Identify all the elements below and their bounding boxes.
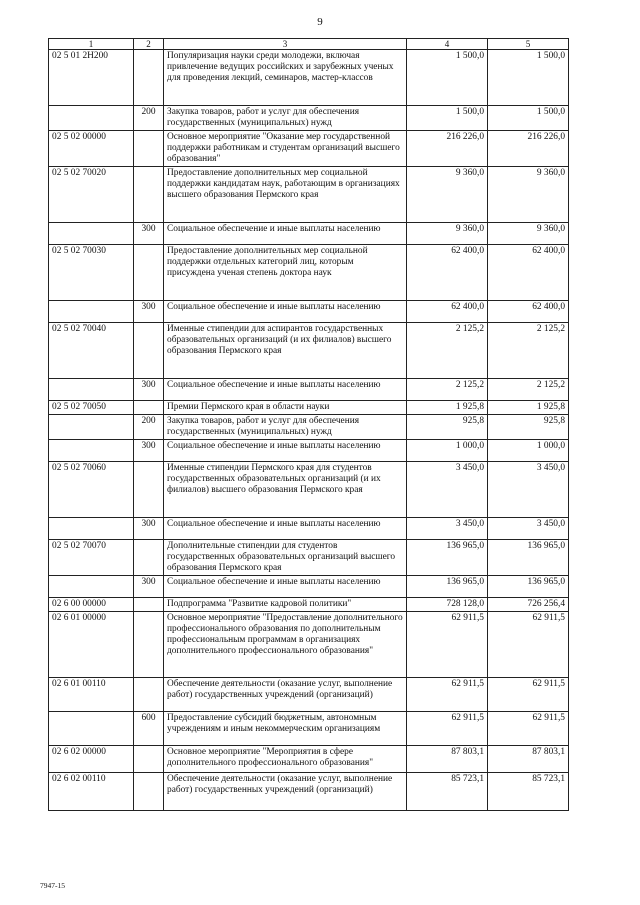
expense-type-code-cell: 300 [134,440,164,462]
item-name-cell: Предоставление субсидий бюджетным, автономным учреждениям и иным некоммерческим организациям [164,712,407,746]
amount-year-2-cell: 85 723,1 [488,773,569,811]
amount-year-2-cell: 9 360,0 [488,223,569,245]
table-row [49,415,569,440]
item-name-cell: Социальное обеспечение и иные выплаты населению [164,379,407,401]
expense-type-code-cell: 300 [134,576,164,598]
table-header-row [49,39,569,50]
item-name-cell: Социальное обеспечение и иные выплаты населению [164,576,407,598]
amount-year-1-cell: 62 400,0 [407,301,488,323]
item-name-cell: Предоставление дополнительных мер социальной поддержки кандидатам наук, работающим в организациях высшего образования Пермского края [164,167,407,223]
expense-type-code-cell [134,245,164,301]
table-row [49,223,569,245]
item-name-cell: Обеспечение деятельности (оказание услуг, выполнение работ) государственных учреждений (организаций) [164,773,407,811]
item-name-cell: Закупка товаров, работ и услуг для обеспечения государственных (муниципальных) нужд [164,415,407,440]
amount-year-2-cell: 2 125,2 [488,379,569,401]
amount-year-1-cell: 3 450,0 [407,462,488,518]
expense-type-code-cell [134,540,164,576]
expense-type-code-cell [134,323,164,379]
expense-type-code-cell [134,401,164,415]
table-row [49,50,569,106]
amount-year-2-cell: 1 000,0 [488,440,569,462]
expense-type-code-cell [134,746,164,773]
table-row [49,518,569,540]
amount-year-1-cell: 1 925,8 [407,401,488,415]
item-name-cell: Именные стипендии Пермского края для студентов государственных образовательных организаций (и их филиалов) высшего образования Пермского края [164,462,407,518]
expense-type-code-cell [134,612,164,678]
amount-year-2-cell: 3 450,0 [488,462,569,518]
target-article-code-cell [49,301,134,323]
target-article-code-cell: 02 6 00 00000 [49,598,134,612]
target-article-code-cell [49,223,134,245]
table-body [49,50,569,811]
table-row [49,678,569,712]
amount-year-1-cell: 1 500,0 [407,50,488,106]
target-article-code-cell: 02 5 02 00000 [49,131,134,167]
target-article-code-cell [49,379,134,401]
expense-type-code-cell: 200 [134,415,164,440]
amount-year-1-cell: 3 450,0 [407,518,488,540]
amount-year-2-cell: 925,8 [488,415,569,440]
amount-year-2-cell: 62 911,5 [488,678,569,712]
table-row [49,462,569,518]
budget-table [48,38,569,811]
page-number: 9 [317,16,323,28]
amount-year-1-cell: 9 360,0 [407,223,488,245]
table-row [49,301,569,323]
table-row [49,167,569,223]
target-article-code-cell: 02 5 02 70030 [49,245,134,301]
amount-year-2-cell: 62 911,5 [488,612,569,678]
column-header: 3 [164,39,407,50]
expense-type-code-cell: 300 [134,518,164,540]
table-row [49,245,569,301]
amount-year-1-cell: 925,8 [407,415,488,440]
amount-year-2-cell: 2 125,2 [488,323,569,379]
target-article-code-cell [49,415,134,440]
table-row [49,323,569,379]
column-header: 4 [407,39,488,50]
target-article-code-cell [49,712,134,746]
expense-type-code-cell [134,131,164,167]
item-name-cell: Социальное обеспечение и иные выплаты населению [164,440,407,462]
table-row [49,612,569,678]
amount-year-2-cell: 3 450,0 [488,518,569,540]
item-name-cell: Социальное обеспечение и иные выплаты населению [164,223,407,245]
table-row [49,106,569,131]
target-article-code-cell: 02 5 02 70060 [49,462,134,518]
expense-type-code-cell [134,50,164,106]
amount-year-2-cell: 1 925,8 [488,401,569,415]
target-article-code-cell: 02 5 02 70070 [49,540,134,576]
expense-type-code-cell [134,678,164,712]
item-name-cell: Дополнительные стипендии для студентов государственных образовательных организаций высшего образования Пермского края [164,540,407,576]
target-article-code-cell [49,440,134,462]
column-header: 1 [49,39,134,50]
item-name-cell: Социальное обеспечение и иные выплаты населению [164,301,407,323]
item-name-cell: Основное мероприятие "Предоставление дополнительного профессионального образования по дополнительным профессиональным программам в организациях дополнительного профессионального образования" [164,612,407,678]
target-article-code-cell [49,518,134,540]
table-row [49,746,569,773]
expense-type-code-cell: 300 [134,379,164,401]
amount-year-2-cell: 62 400,0 [488,245,569,301]
amount-year-1-cell: 85 723,1 [407,773,488,811]
amount-year-1-cell: 2 125,2 [407,323,488,379]
amount-year-2-cell: 216 226,0 [488,131,569,167]
amount-year-1-cell: 216 226,0 [407,131,488,167]
amount-year-2-cell: 136 965,0 [488,576,569,598]
item-name-cell: Премии Пермского края в области науки [164,401,407,415]
amount-year-1-cell: 62 911,5 [407,612,488,678]
target-article-code-cell: 02 5 01 2Н200 [49,50,134,106]
amount-year-1-cell: 1 500,0 [407,106,488,131]
amount-year-2-cell: 1 500,0 [488,50,569,106]
item-name-cell: Предоставление дополнительных мер социальной поддержки отдельных категорий лиц, которым присуждена ученая степень доктора наук [164,245,407,301]
item-name-cell: Закупка товаров, работ и услуг для обеспечения государственных (муниципальных) нужд [164,106,407,131]
table-row [49,131,569,167]
table-row [49,379,569,401]
item-name-cell: Именные стипендии для аспирантов государственных образовательных организаций (и их филиалов) высшего образования Пермского края [164,323,407,379]
amount-year-1-cell: 62 400,0 [407,245,488,301]
amount-year-2-cell: 62 400,0 [488,301,569,323]
amount-year-2-cell: 9 360,0 [488,167,569,223]
target-article-code-cell: 02 5 02 70020 [49,167,134,223]
table-row [49,598,569,612]
amount-year-1-cell: 2 125,2 [407,379,488,401]
target-article-code-cell [49,576,134,598]
expense-type-code-cell [134,167,164,223]
target-article-code-cell: 02 6 02 00110 [49,773,134,811]
amount-year-2-cell: 87 803,1 [488,746,569,773]
table-row [49,576,569,598]
expense-type-code-cell: 200 [134,106,164,131]
amount-year-1-cell: 136 965,0 [407,540,488,576]
amount-year-2-cell: 136 965,0 [488,540,569,576]
expense-type-code-cell [134,773,164,811]
item-name-cell: Подпрограмма "Развитие кадровой политики" [164,598,407,612]
expense-type-code-cell: 300 [134,223,164,245]
item-name-cell: Социальное обеспечение и иные выплаты населению [164,518,407,540]
amount-year-1-cell: 728 128,0 [407,598,488,612]
column-header: 5 [488,39,569,50]
item-name-cell: Обеспечение деятельности (оказание услуг, выполнение работ) государственных учреждений (организаций) [164,678,407,712]
item-name-cell: Популяризация науки среди молодежи, включая привлечение ведущих российских и зарубежных ученых для проведения лекций, семинаров, мастер-классов [164,50,407,106]
item-name-cell: Основное мероприятие "Оказание мер государственной поддержки работникам и студентам организаций высшего образования" [164,131,407,167]
table-row [49,440,569,462]
table-row [49,401,569,415]
expense-type-code-cell [134,462,164,518]
amount-year-2-cell: 1 500,0 [488,106,569,131]
document-code: 7947-15 [40,881,65,890]
target-article-code-cell: 02 6 02 00000 [49,746,134,773]
target-article-code-cell: 02 5 02 70040 [49,323,134,379]
target-article-code-cell: 02 6 01 00000 [49,612,134,678]
column-header: 2 [134,39,164,50]
target-article-code-cell: 02 5 02 70050 [49,401,134,415]
target-article-code-cell [49,106,134,131]
table-row [49,773,569,811]
amount-year-1-cell: 62 911,5 [407,678,488,712]
expense-type-code-cell [134,598,164,612]
amount-year-2-cell: 726 256,4 [488,598,569,612]
item-name-cell: Основное мероприятие "Мероприятия в сфере дополнительного профессионального образования" [164,746,407,773]
amount-year-1-cell: 9 360,0 [407,167,488,223]
amount-year-1-cell: 1 000,0 [407,440,488,462]
amount-year-1-cell: 87 803,1 [407,746,488,773]
amount-year-2-cell: 62 911,5 [488,712,569,746]
expense-type-code-cell: 300 [134,301,164,323]
amount-year-1-cell: 62 911,5 [407,712,488,746]
table-row [49,540,569,576]
amount-year-1-cell: 136 965,0 [407,576,488,598]
target-article-code-cell: 02 6 01 00110 [49,678,134,712]
table-row [49,712,569,746]
expense-type-code-cell: 600 [134,712,164,746]
